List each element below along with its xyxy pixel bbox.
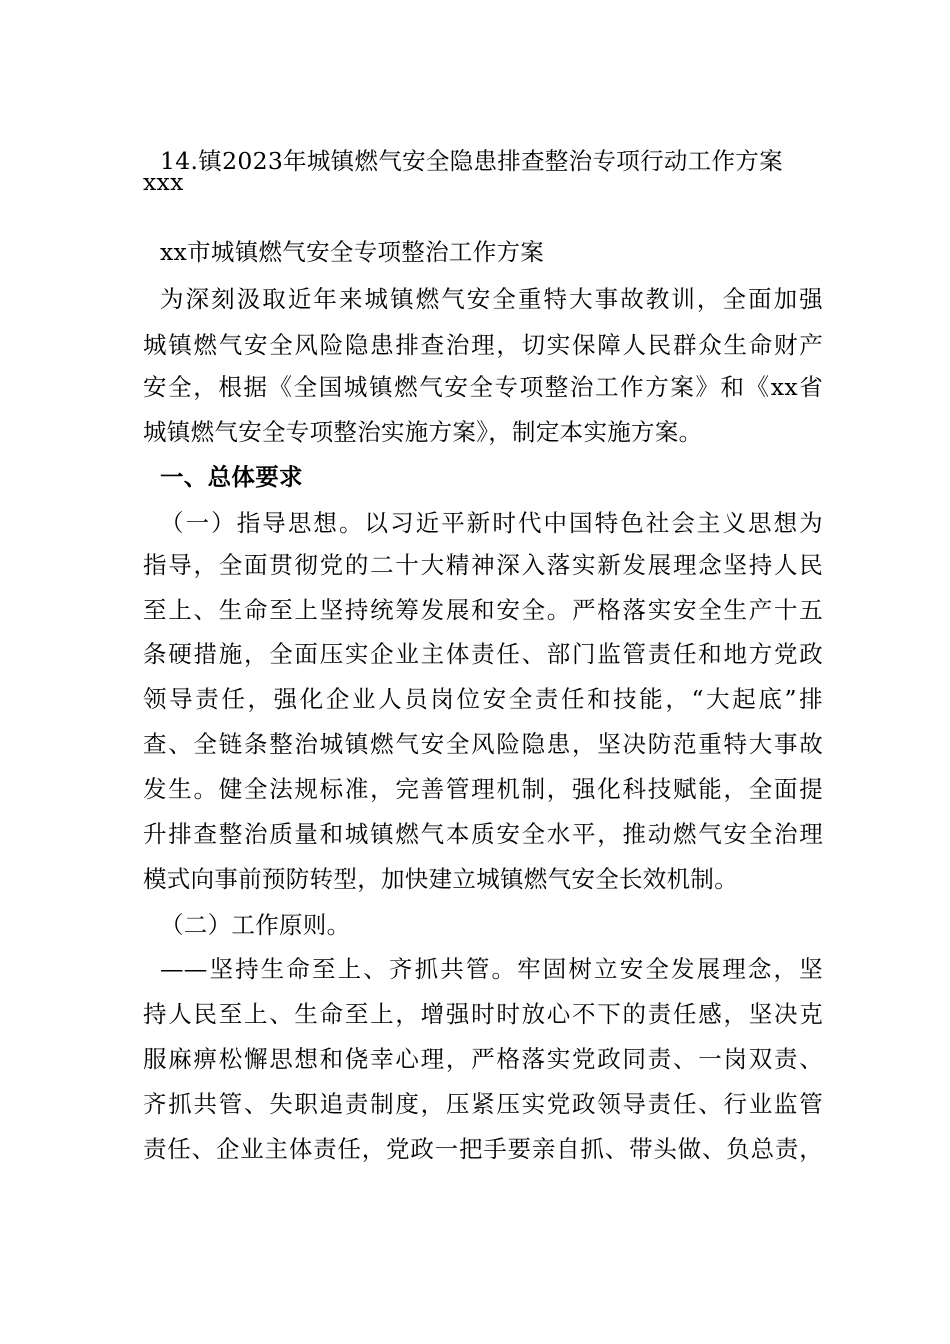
- guiding-thought-line: 至上、生命至上坚持统筹发展和安全。严格落实安全生产十五: [143, 596, 823, 624]
- title-line-1: 14.镇2023年城镇燃气安全隐患排查整治专项行动工作方案: [160, 147, 783, 175]
- intro-line: 安全，根据《全国城镇燃气安全专项整治工作方案》和《xx省: [143, 373, 823, 401]
- title-line-2: xxx: [143, 168, 184, 196]
- principle-line: 责任、企业主体责任，党政一把手要亲自抓、带头做、负总责，: [143, 1135, 823, 1163]
- guiding-thought-line: 查、全链条整治城镇燃气安全风险隐患，坚决防范重特大事故: [143, 730, 823, 758]
- principle-line: 持人民至上、生命至上，增强时时放心不下的责任感，坚决克: [143, 1000, 823, 1028]
- principle-line: 服麻痹松懈思想和侥幸心理，严格落实党政同责、一岗双责、: [143, 1045, 823, 1073]
- guiding-thought-line: 条硬措施，全面压实企业主体责任、部门监管责任和地方党政: [143, 640, 823, 668]
- guiding-thought-line: 发生。健全法规标准，完善管理机制，强化科技赋能，全面提: [143, 775, 823, 803]
- principle-line: ——坚持生命至上、齐抓共管。牢固树立安全发展理念，坚: [160, 955, 823, 983]
- guiding-thought-line: 领导责任，强化企业人员岗位安全责任和技能，“大起底”排: [143, 685, 823, 713]
- section-heading: 一、总体要求: [160, 463, 303, 491]
- guiding-thought-line: 升排查整治质量和城镇燃气本质安全水平，推动燃气安全治理: [143, 820, 823, 848]
- principles-heading: （二）工作原则。: [160, 911, 351, 939]
- intro-line: 城镇燃气安全专项整治实施方案》，制定本实施方案。: [143, 418, 703, 446]
- subtitle: xx市城镇燃气安全专项整治工作方案: [160, 238, 545, 266]
- principle-line: 齐抓共管、失职追责制度，压紧压实党政领导责任、行业监管: [143, 1090, 823, 1118]
- guiding-thought-line: （一）指导思想。以习近平新时代中国特色社会主义思想为: [160, 509, 823, 537]
- guiding-thought-line: 模式向事前预防转型，加快建立城镇燃气安全长效机制。: [143, 865, 738, 893]
- intro-line: 城镇燃气安全风险隐患排查治理，切实保障人民群众生命财产: [143, 331, 823, 359]
- guiding-thought-line: 指导，全面贯彻党的二十大精神深入落实新发展理念坚持人民: [143, 551, 823, 579]
- intro-line: 为深刻汲取近年来城镇燃气安全重特大事故教训，全面加强: [160, 285, 823, 313]
